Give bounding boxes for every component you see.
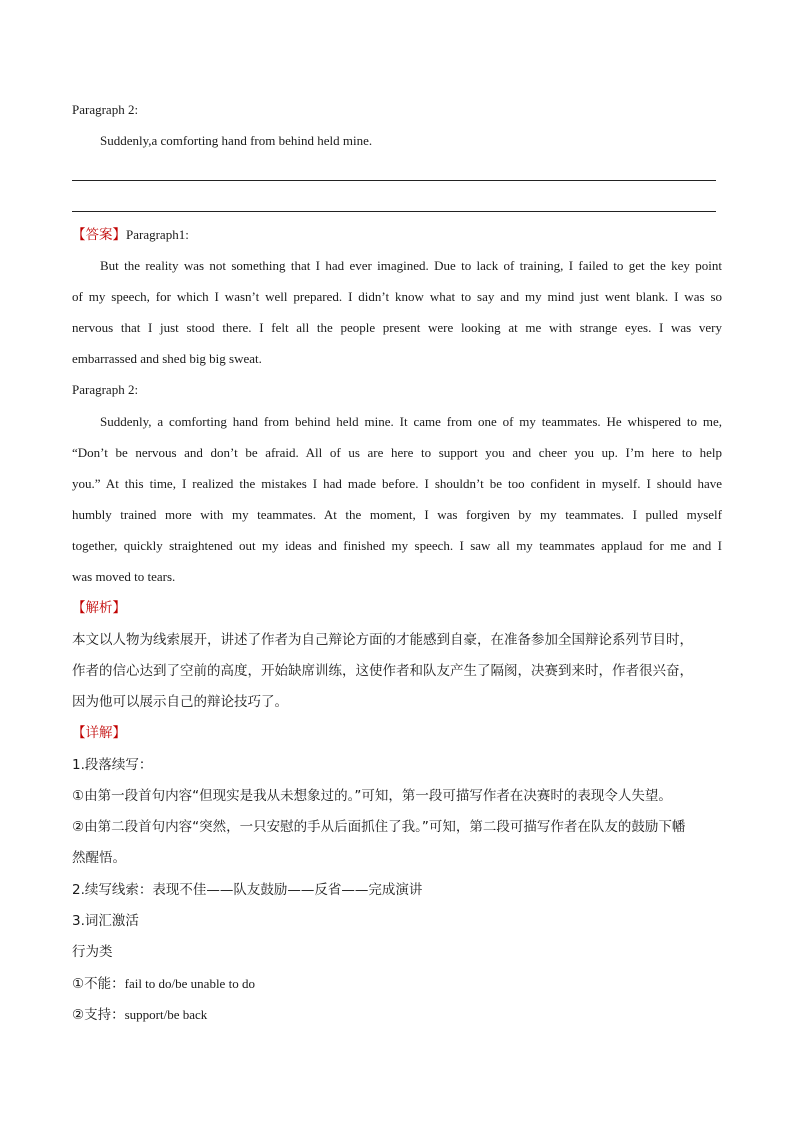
vocab1-label: ①不能： [72,976,125,992]
answer-tag: 【答案】 [72,227,126,243]
vocab2-label: ②支持： [72,1007,125,1023]
answer-paragraph1-label: Paragraph1: [126,227,189,242]
detail-category: 行为类 [72,944,113,960]
answer-p1-line: But the reality was not something that I had ever imagined. Due to lack of training, I failed to get the key point [100,258,722,273]
question-paragraph2-label: Paragraph 2: [72,102,139,117]
answer-p2-line: Suddenly, a comforting hand from behind held mine. It came from one of my teammates. He whispered to me, [100,414,722,429]
detail-item1-b-line2: 然醒悟。 [72,850,126,866]
detail-item2: 2.续写线索：表现不佳——队友鼓励——反省——完成演讲 [72,882,423,898]
answer-blank-line-2 [72,211,716,212]
answer-p2-line: together, quickly straightened out my ideas and finished my speech. I saw all my teammates applaud for me and I [72,538,722,553]
detail-vocab1 [72,974,255,994]
analysis-line: 因为他可以展示自己的辩论技巧了。 [72,694,288,710]
detail-item3-title: 3.词汇激活 [72,913,139,929]
detail-tag: 【详解】 [72,725,126,741]
answer-p2-line: humbly trained more with my teammates. At the moment, I was forgiven by my teammates. I pulled myself [72,507,722,522]
answer-p1-line: embarrassed and shed big big sweat. [72,351,262,366]
vocab1-value: fail to do/be unable to do [124,976,255,991]
detail-item1-a: ①由第一段首句内容“但现实是我从未想象过的。”可知，第一段可描写作者在决赛时的表现令人失望。 [72,788,672,804]
answer-p2-line: was moved to tears. [72,569,176,584]
question-paragraph2-opening: Suddenly,a comforting hand from behind held mine. [100,133,373,148]
detail-vocab2 [72,1005,207,1025]
answer-p2-line: you.” At this time, I realized the mistakes I had made before. I shouldn’t be too confident in myself. I should have [72,476,722,491]
analysis-line: 本文以人物为线索展开，讲述了作者为自己辩论方面的才能感到自豪，在准备参加全国辩论系列节目时， [72,632,693,648]
detail-item1-title: 1.段落续写： [72,757,153,773]
answer-p1-line: of my speech, for which I wasn’t well prepared. I didn’t know what to say and my mind just went blank. I was so [72,289,722,304]
answer-heading [72,225,189,245]
answer-blank-line-1 [72,180,716,181]
detail-item1-b-line1: ②由第二段首句内容“突然，一只安慰的手从后面抓住了我。”可知，第二段可描写作者在队友的鼓励下幡 [72,819,686,835]
answer-p1-line: nervous that I just stood there. I felt all the people present were looking at me with strange eyes. I was very [72,320,722,335]
vocab2-value: support/be back [124,1007,208,1022]
answer-paragraph2-label: Paragraph 2: [72,382,139,397]
answer-p2-line: “Don’t be nervous and don’t be afraid. All of us are here to support you and cheer you up. I’m here to help [72,445,722,460]
analysis-line: 作者的信心达到了空前的高度，开始缺席训练，这使作者和队友产生了隔阂，决赛到来时，作者很兴奋， [72,663,693,679]
analysis-tag: 【解析】 [72,600,126,616]
